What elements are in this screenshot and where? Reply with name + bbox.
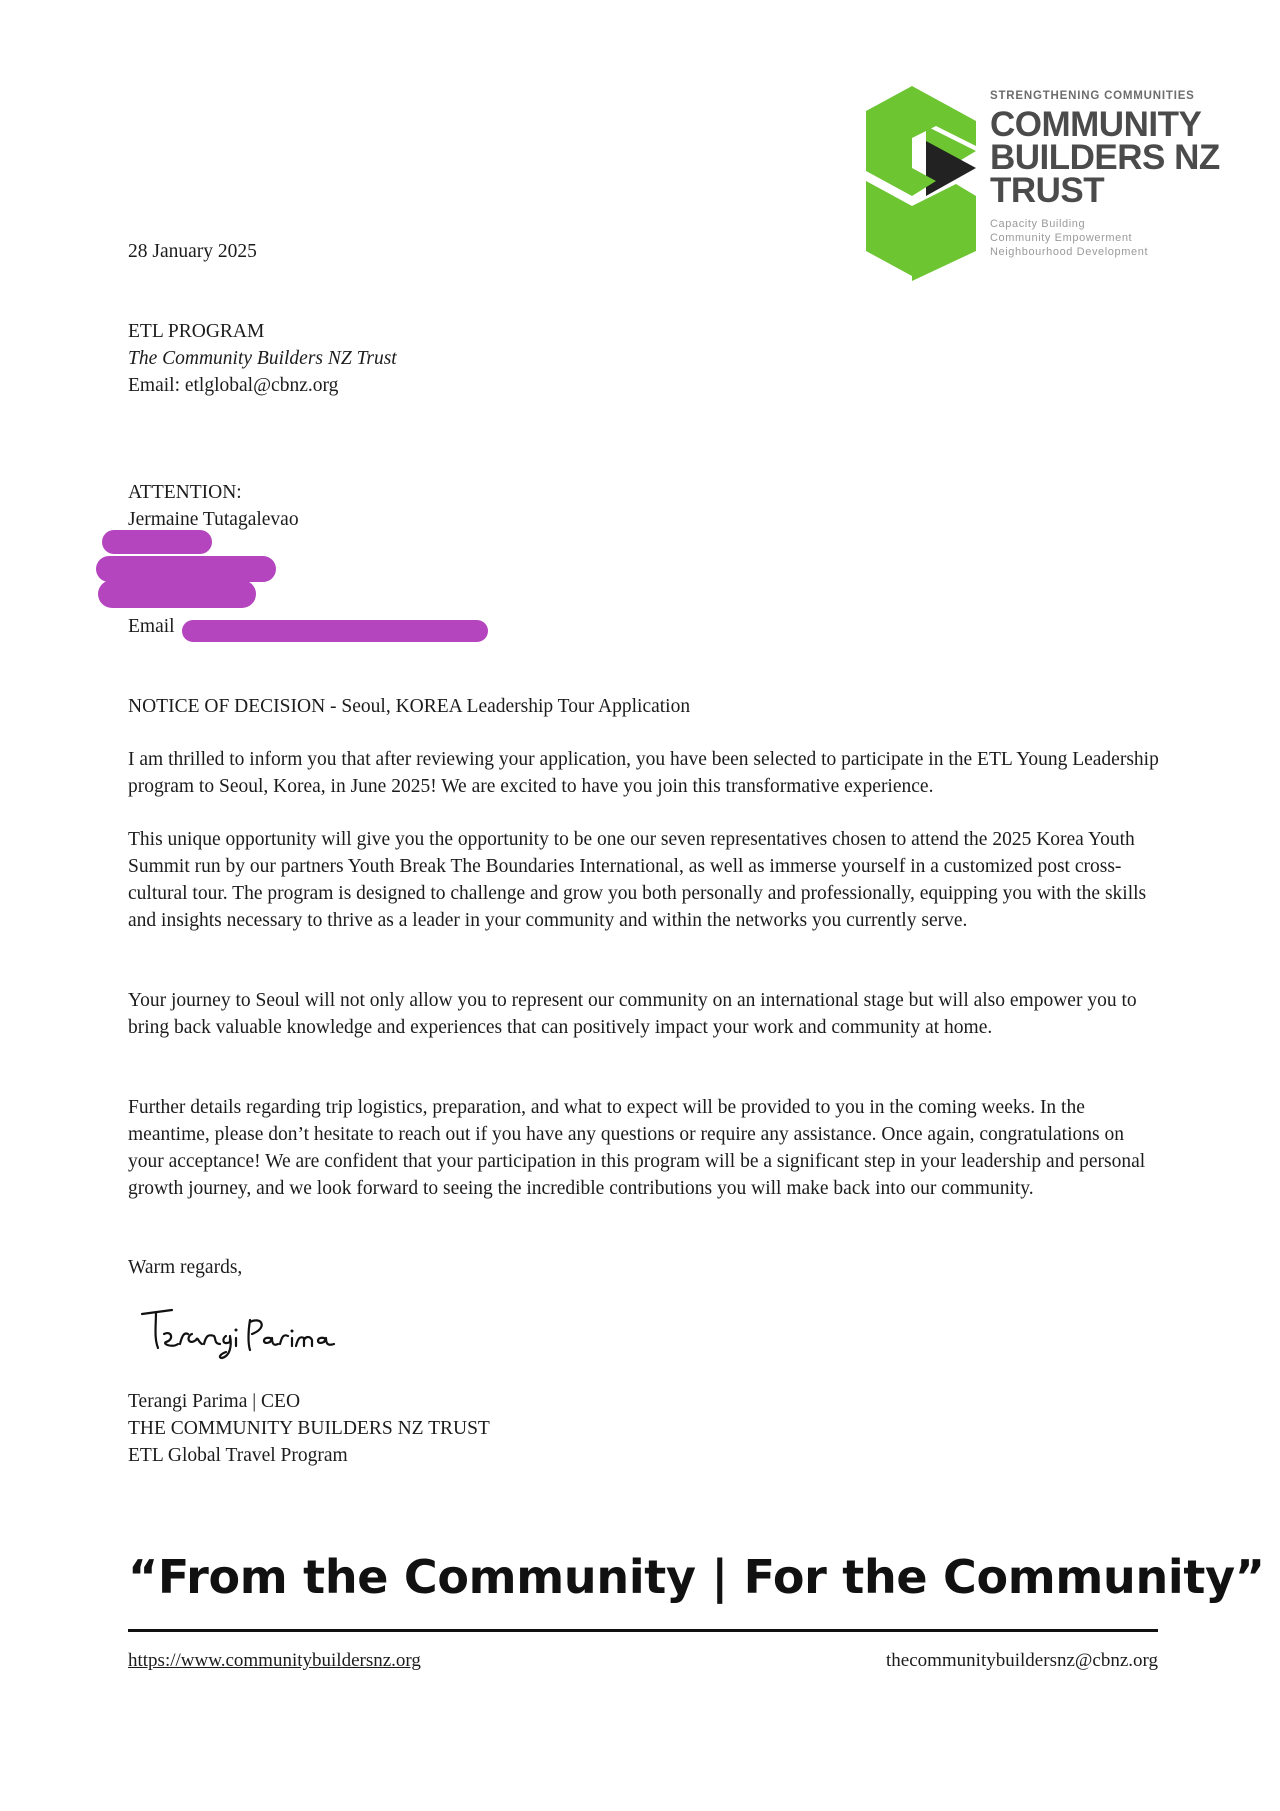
footer-motto: “From the Community | For the Community” — [128, 1550, 1265, 1604]
letter-date: 28 January 2025 — [128, 241, 257, 262]
sender-org: The Community Builders NZ Trust — [128, 348, 397, 369]
recipient-name: Jermaine Tutagalevao — [128, 509, 299, 530]
handwritten-signature — [138, 1300, 338, 1360]
logo-line-3: TRUST — [990, 171, 1105, 210]
sender-program: ETL PROGRAM — [128, 321, 265, 342]
logo-text — [990, 90, 1280, 259]
footer-website-link[interactable]: https://www.communitybuildersnz.org — [128, 1650, 421, 1671]
closing: Warm regards, — [128, 1257, 243, 1278]
attention-label: ATTENTION: — [128, 482, 242, 503]
body-paragraph-2: This unique opportunity will give you the opportunity to be one our seven representatives chosen to attend the 2025 Korea Youth Summit run by our partners Youth Break The Boundaries International, as well as immerse yourself in a customized post cross-cultural tour. The program is designed to challenge and grow you both personally and professionally, equipping you with the skills and insights necessary to thrive as a leader in your community and within the networks you currently serve. — [128, 829, 1147, 931]
letter-subject: NOTICE OF DECISION - Seoul, KOREA Leadership Tour Application — [128, 696, 691, 717]
sender-email: Email: etlglobal@cbnz.org — [128, 375, 339, 396]
body-paragraph-3: Your journey to Seoul will not only allow you to represent our community on an international stage but will also empower you to bring back valuable knowledge and experiences that can positively impact your work and community at home. — [128, 990, 1137, 1038]
sender-block — [128, 318, 397, 399]
footer-email: thecommunitybuildersnz@cbnz.org — [885, 1650, 1158, 1671]
signer-org: THE COMMUNITY BUILDERS NZ TRUST — [128, 1418, 490, 1439]
logo-subline-3: Neighbourhood Development — [990, 246, 1149, 258]
recipient-email-label: Email — [128, 616, 175, 637]
signer-program: ETL Global Travel Program — [128, 1445, 348, 1466]
logo-line-2: BUILDERS NZ — [990, 138, 1220, 177]
signer-name-title: Terangi Parima | CEO — [128, 1391, 301, 1412]
logo-subline-1: Capacity Building — [990, 218, 1086, 230]
email-redaction — [182, 620, 488, 642]
body-paragraph-4: Further details regarding trip logistics, preparation, and what to expect will be provided to you in the coming weeks. In the meantime, please don’t hesitate to reach out if you have any questions or require any assistance. Once again, congratulations on your acceptance! We are confident that your participation in this program will be a significant step in your leadership and personal growth journey, and we look forward to seeing the incredible contributions you will make back into our community. — [128, 1097, 1146, 1199]
signer-block — [128, 1388, 490, 1469]
body-paragraph-1: I am thrilled to inform you that after reviewing your application, you have been selected to participate in the ETL Young Leadership program to Seoul, Korea, in June 2025! We are excited to have you join this transformative experience. — [128, 749, 1159, 797]
logo-subline-2: Community Empowerment — [990, 232, 1133, 244]
logo-tagline: STRENGTHENING COMMUNITIES — [990, 90, 1195, 102]
logo-line-1: COMMUNITY — [990, 105, 1202, 144]
footer-rule — [128, 1629, 1158, 1632]
